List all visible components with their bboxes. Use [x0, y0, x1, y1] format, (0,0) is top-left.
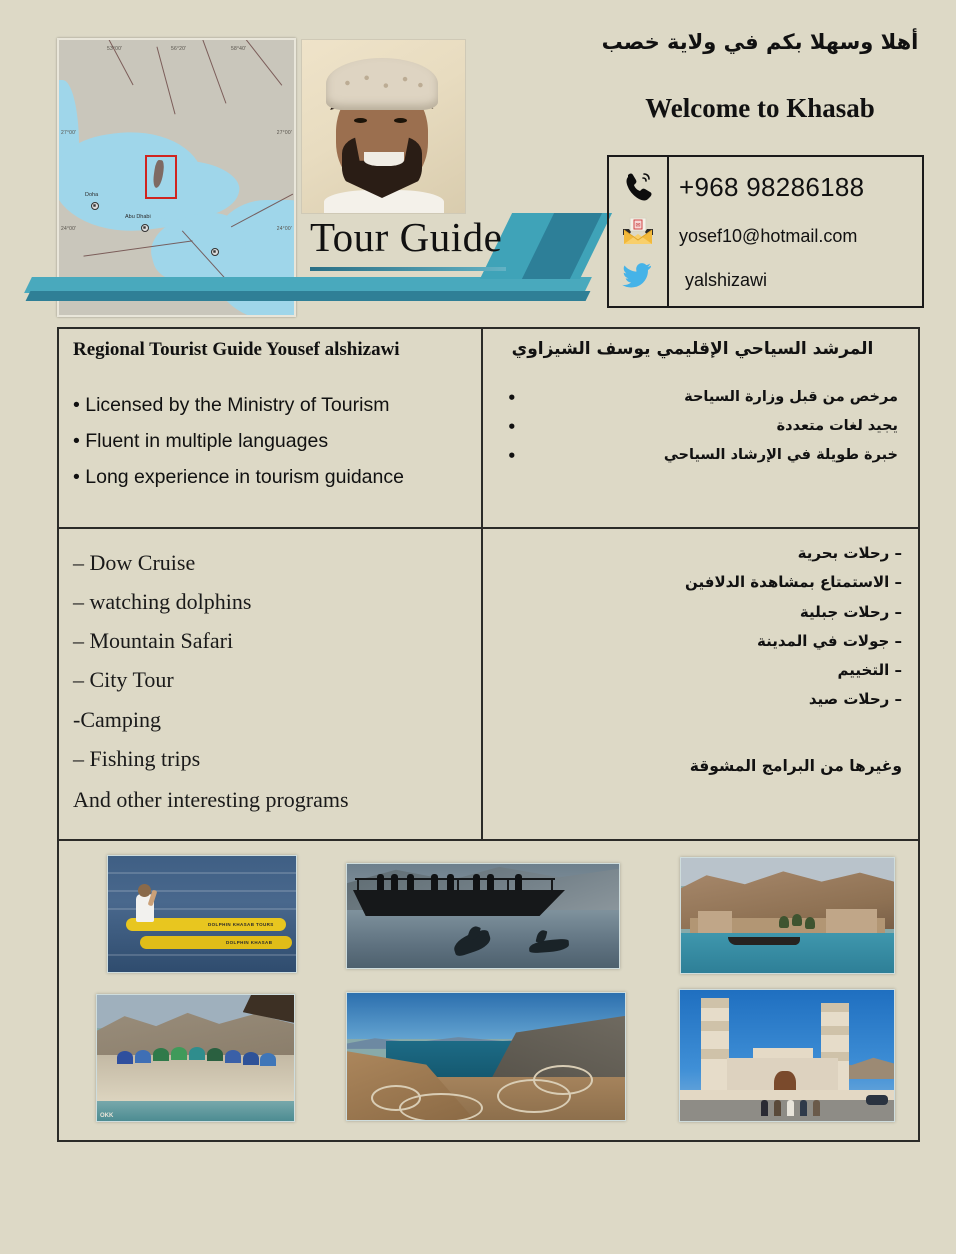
info-table	[57, 327, 920, 841]
tours-list-english	[73, 543, 467, 819]
list-item: – التخييم	[837, 661, 902, 679]
portrait-omani-kuma-cap	[326, 58, 438, 110]
map-border-line	[156, 47, 175, 115]
khasab-fort-photo	[680, 857, 895, 974]
map-city-marker	[141, 224, 149, 232]
contact-email-address[interactable]: yosef10@hotmail.com	[679, 225, 858, 246]
kayak-scene	[108, 856, 296, 972]
list-item: خبرة طويلة في الإرشاد السياحي •	[499, 441, 898, 470]
profile-title-arabic: المرشد السياحي الإقليمي يوسف الشيزاوي	[511, 339, 874, 359]
camping-watermark: OKK	[100, 1113, 114, 1119]
svg-text:✉: ✉	[635, 223, 641, 230]
tours-footer-english: And other interesting programs	[73, 786, 349, 812]
list-item: – رحلات بحرية	[797, 544, 902, 562]
list-item: – Dow Cruise	[73, 550, 196, 575]
portrait-smile	[364, 152, 404, 166]
contact-box	[607, 155, 924, 308]
mountain-road-switchback	[533, 1065, 593, 1095]
fjord-scene	[347, 993, 625, 1120]
profile-title-english: Regional Tourist Guide Yousef alshizawi	[73, 339, 400, 360]
table-row	[59, 527, 918, 839]
logo-ribbon-stripe	[26, 291, 591, 301]
fort-scene	[681, 858, 894, 973]
tours-cell-arabic	[483, 529, 918, 839]
welcome-english-heading: Welcome to Khasab	[645, 93, 875, 123]
khasab-mosque-photo	[679, 989, 895, 1122]
list-item: • Long experience in tourism guidance	[73, 459, 467, 495]
dhow-rail	[355, 878, 555, 880]
map-grid-label: 24°00'	[61, 226, 77, 232]
phone-ringing-icon	[621, 171, 655, 201]
tours-cell-english	[59, 529, 483, 839]
list-item: • Licensed by the Ministry of Tourism	[73, 387, 467, 423]
list-item: – رحلات جبلية	[799, 602, 902, 621]
beach-camping-photo	[96, 994, 295, 1122]
fort-tower	[698, 911, 732, 934]
map-grid-label: 24°00'	[276, 226, 292, 232]
dhow-hull	[353, 890, 565, 916]
mountain-road-switchback	[399, 1093, 483, 1121]
map-grid-label: 56°20'	[171, 46, 187, 52]
mountain-fjord-road-photo	[346, 992, 626, 1121]
photo-gallery	[57, 837, 920, 1142]
guide-portrait-photo	[301, 39, 466, 214]
contact-text-column	[669, 157, 922, 306]
list-item: – Mountain Safari	[73, 628, 234, 654]
map-city-marker	[211, 248, 219, 256]
contact-phone-number[interactable]: +968 98286188	[679, 172, 865, 203]
envelope-icon	[621, 216, 655, 246]
mosque-boundary-wall	[680, 1090, 894, 1100]
list-item: – الاستمتاع بمشاهدة الدلافين	[685, 573, 902, 592]
logo-underline	[310, 267, 506, 271]
map-city-marker	[91, 202, 99, 210]
mosque-parked-car	[866, 1095, 888, 1105]
dolphin-watching-dhow-photo	[346, 863, 620, 969]
profile-cell-arabic	[483, 329, 918, 527]
map-grid-label: 27°00'	[276, 130, 292, 136]
camping-scene	[97, 995, 294, 1121]
list-item: مرخص من قبل وزارة السياحة •	[499, 383, 898, 412]
logo-text: Tour Guide	[310, 214, 503, 260]
fort-dhow-boat	[728, 937, 800, 945]
portrait-eye	[394, 118, 407, 123]
portrait-eye	[354, 118, 367, 123]
contact-twitter-handle[interactable]: yalshizawi	[685, 269, 768, 290]
tours-footer-arabic: وغيرها من البرامج المشوقة	[689, 756, 902, 775]
tours-list-arabic	[499, 539, 902, 715]
list-item: – رحلات صيد	[808, 690, 902, 709]
header-section	[0, 0, 956, 322]
map-grid-label: 58°40'	[231, 46, 247, 52]
welcome-arabic-heading: أهلا وسهلا بكم في ولاية خصب	[601, 30, 919, 54]
list-item: • Fluent in multiple languages	[73, 423, 467, 459]
kayak-branding-text: DOLPHIN KHASAB TOURS	[208, 922, 274, 927]
khasab-highlight-box	[145, 155, 177, 199]
list-item: -Camping	[73, 706, 161, 732]
kayak-paddler-head	[138, 884, 151, 897]
fort-tower	[826, 909, 877, 934]
dolphin-scene	[347, 864, 619, 968]
profile-bullets-arabic	[499, 383, 902, 470]
list-item: – City Tour	[73, 667, 174, 693]
table-row	[59, 329, 918, 527]
map-city-label-doha: Doha	[85, 192, 99, 198]
tour-guide-logo	[300, 205, 590, 310]
list-item: يجيد لغات متعددة •	[499, 412, 898, 441]
profile-bullets-english	[73, 387, 467, 495]
map-grid-label: 27°00'	[61, 130, 77, 136]
contact-icon-column	[609, 157, 669, 306]
fort-palm-tree	[779, 916, 789, 928]
list-item: – جولات في المدينة	[757, 631, 902, 650]
twitter-bird-icon	[621, 262, 655, 292]
profile-cell-english	[59, 329, 483, 527]
region-map-image	[57, 38, 296, 317]
list-item: – watching dolphins	[73, 589, 252, 615]
map-grid-label: 53°00'	[107, 46, 123, 52]
map-city-label-abudhabi: Abu Dhabi	[125, 214, 151, 220]
camping-sea	[97, 1101, 294, 1121]
list-item: – Fishing trips	[73, 745, 201, 771]
map-border-line	[246, 39, 282, 85]
kayak-branding-text: DOLPHIN KHASAB	[226, 940, 273, 945]
map-border-line	[202, 38, 227, 104]
mosque-scene	[680, 990, 894, 1121]
map-canvas	[59, 40, 294, 315]
kayaking-photo	[107, 855, 297, 973]
fort-palm-tree	[805, 917, 815, 929]
fort-palm-tree	[792, 914, 802, 926]
